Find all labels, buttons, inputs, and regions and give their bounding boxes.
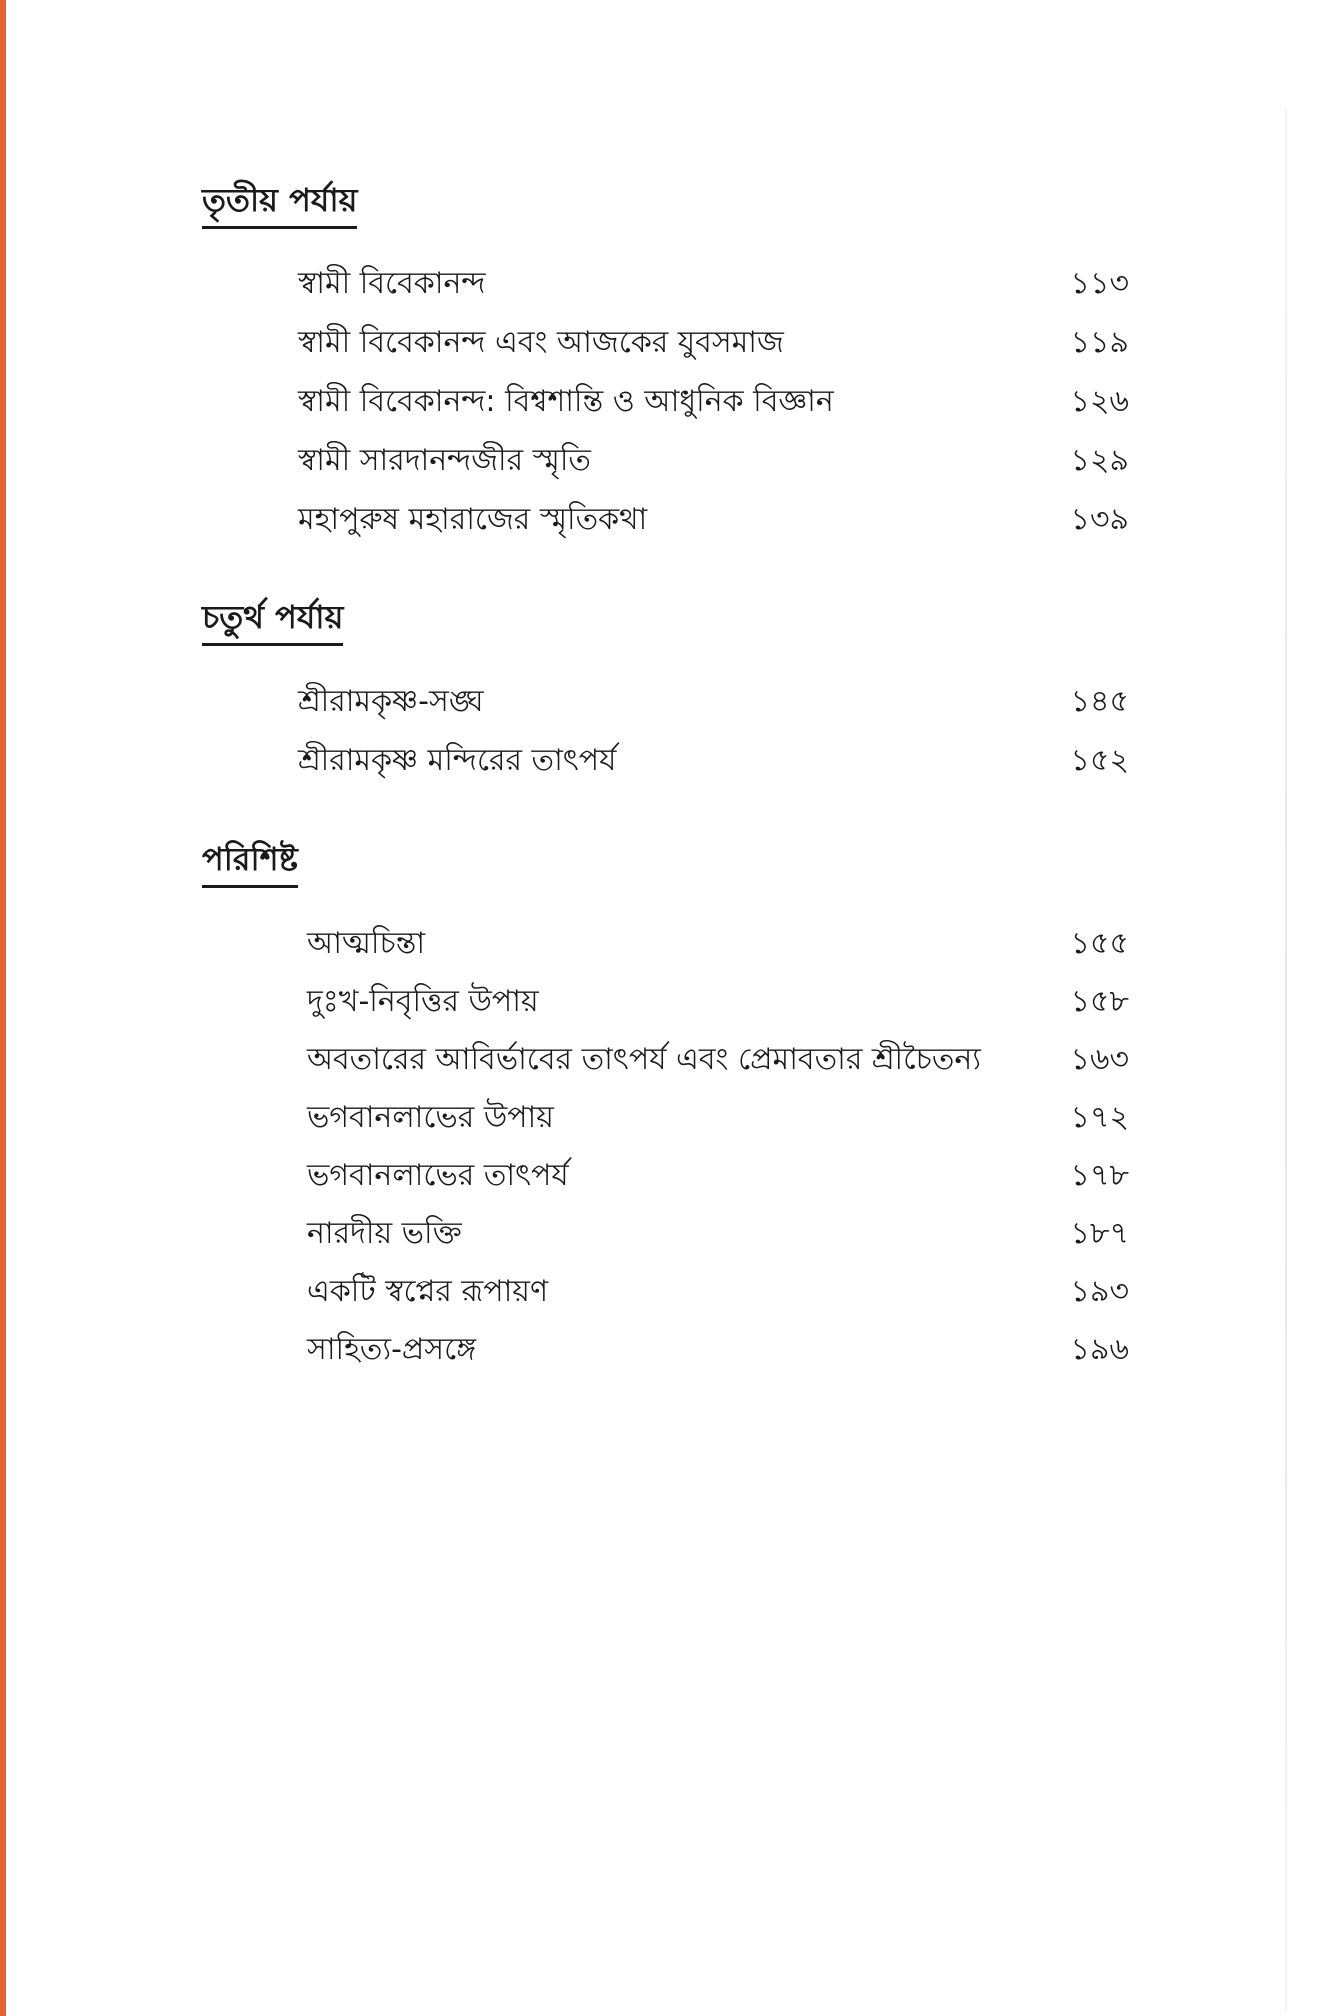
toc-entry-page: ১৫৮ — [1070, 984, 1129, 1019]
toc-entry-title: সাহিত্য-প্রসঙ্গে — [307, 1332, 477, 1367]
toc-entry-title: স্বামী সারদানন্দজীর স্মৃতি — [298, 443, 591, 478]
toc-entry-page: ১৭২ — [1070, 1100, 1129, 1135]
toc-entry[interactable] — [0, 978, 1325, 1026]
toc-entry[interactable] — [0, 437, 1325, 485]
toc-entry[interactable] — [0, 1268, 1325, 1316]
toc-entry-title: শ্রীরামকৃষ্ণ-সঙ্ঘ — [298, 684, 484, 719]
toc-entry[interactable] — [0, 319, 1325, 367]
toc-entry-title: আত্মচিন্তা — [307, 926, 426, 961]
toc-entry-page: ১৫২ — [1070, 743, 1129, 778]
toc-entry[interactable] — [0, 678, 1325, 726]
toc-entry-page: ১২৬ — [1070, 384, 1129, 419]
toc-entry-page: ১৭৮ — [1070, 1158, 1129, 1193]
toc-entry-page: ১৮৭ — [1070, 1216, 1129, 1251]
toc-entry-page: ১২৯ — [1070, 443, 1129, 478]
section-heading: তৃতীয় পর্যায় — [202, 178, 357, 229]
toc-entry-page: ১১৩ — [1070, 266, 1129, 301]
toc-entry[interactable] — [0, 1326, 1325, 1374]
toc-entry-page: ১১৯ — [1070, 325, 1129, 360]
toc-entry[interactable] — [0, 496, 1325, 544]
toc-entry-page: ১৪৫ — [1070, 684, 1129, 719]
toc-entry-title: শ্রীরামকৃষ্ণ মন্দিরের তাৎপর্য — [298, 743, 617, 778]
toc-entry-title: স্বামী বিবেকানন্দ: বিশ্বশান্তি ও আধুনিক বিজ্ঞান — [298, 384, 834, 419]
toc-entry-page: ১৫৫ — [1070, 926, 1129, 961]
toc-entry-title: দুঃখ-নিবৃত্তির উপায় — [307, 984, 539, 1019]
toc-entry[interactable] — [0, 1210, 1325, 1258]
toc-entry[interactable] — [0, 1036, 1325, 1084]
toc-entry[interactable] — [0, 378, 1325, 426]
toc-entry[interactable] — [0, 260, 1325, 308]
toc-entry-title: স্বামী বিবেকানন্দ — [298, 266, 486, 301]
toc-entry-page: ১৯৩ — [1070, 1274, 1129, 1309]
toc-entry-title: নারদীয় ভক্তি — [307, 1216, 462, 1251]
toc-entry[interactable] — [0, 920, 1325, 968]
toc-entry-title: ভগবানলাভের উপায় — [307, 1100, 554, 1135]
section-heading: পরিশিষ্ট — [202, 837, 298, 888]
toc-entry-title: ভগবানলাভের তাৎপর্য — [307, 1158, 569, 1193]
toc-entry[interactable] — [0, 1152, 1325, 1200]
toc-entry-title: অবতারের আবির্ভাবের তাৎপর্য এবং প্রেমাবতার শ্রীচৈতন্য — [307, 1042, 981, 1077]
toc-entry[interactable] — [0, 1094, 1325, 1142]
toc-entry[interactable] — [0, 737, 1325, 785]
toc-entry-title: একটি স্বপ্নের রূপায়ণ — [307, 1274, 549, 1309]
toc-entry-page: ১৯৬ — [1070, 1332, 1129, 1367]
section-heading: চতুর্থ পর্যায় — [202, 595, 343, 646]
toc-entry-page: ১৬৩ — [1070, 1042, 1129, 1077]
toc-entry-title: স্বামী বিবেকানন্দ এবং আজকের যুবসমাজ — [298, 325, 784, 360]
toc-entry-title: মহাপুরুষ মহারাজের স্মৃতিকথা — [298, 502, 648, 537]
toc-entry-page: ১৩৯ — [1070, 502, 1129, 537]
